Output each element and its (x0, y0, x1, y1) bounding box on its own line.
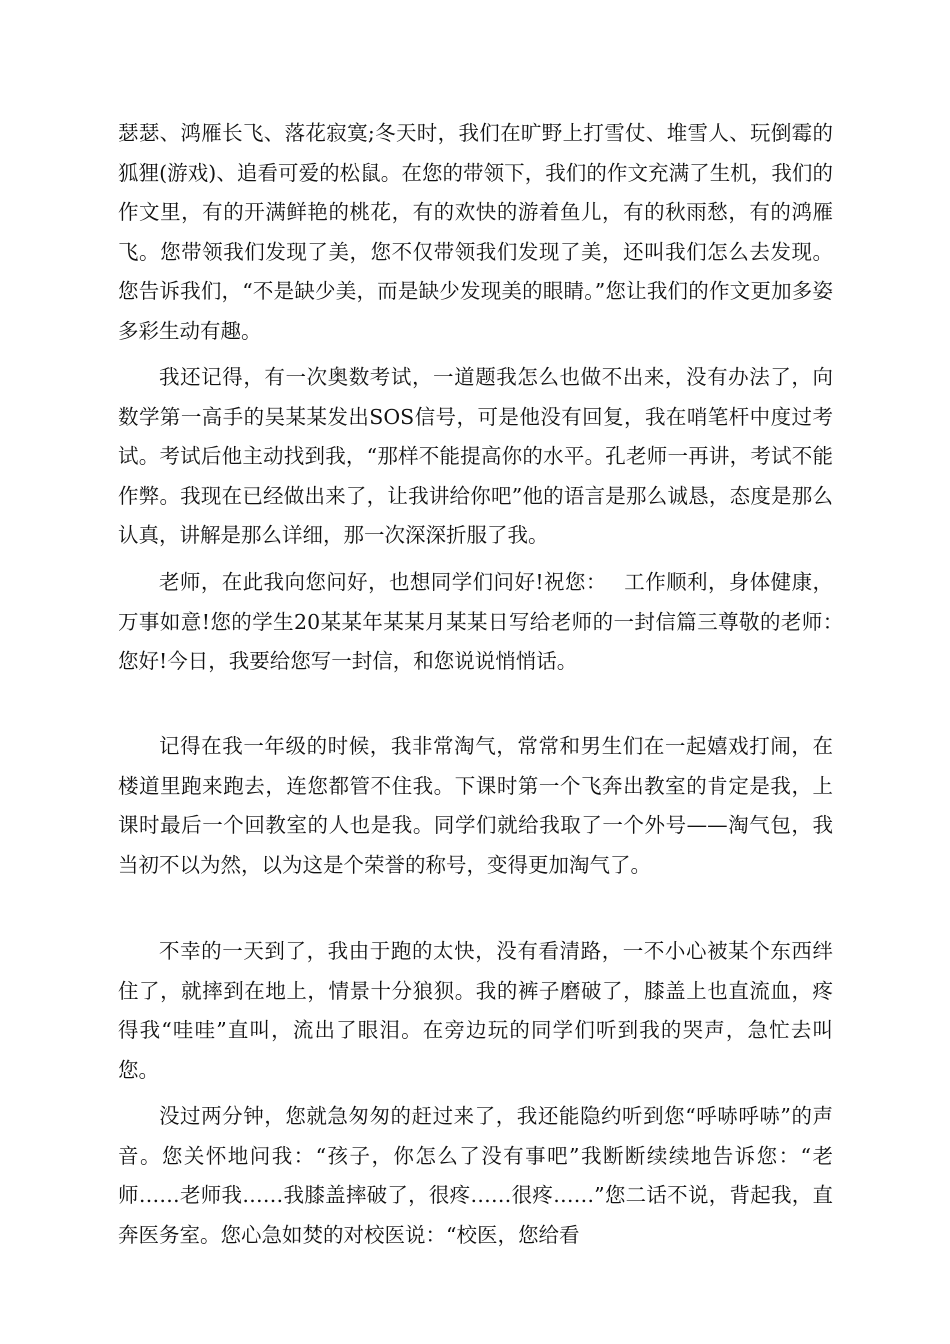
document-paragraph-6 (118, 1097, 833, 1255)
paragraph-text: 不幸的一天到了，我由于跑的太快，没有看清路，一不小心被某个东西绊住了，就摔到在地上，情景十分狼狈。我的裤子磨破了，膝盖上也直流血，疼得我“哇哇”直叫，流出了眼泪。在旁边玩的同学们听到我的哭声，急忙去叫您。 (118, 939, 833, 1082)
paragraph-text: 瑟瑟、鸿雁长飞、落花寂寞;冬天时，我们在旷野上打雪仗、堆雪人、玩倒霉的狐狸(游戏)、追看可爱的松鼠。在您的带领下，我们的作文充满了生机，我们的作文里，有的开满鲜艳的桃花，有的欢快的游着鱼儿，有的秋雨愁，有的鸿雁飞。您带领我们发现了美，您不仅带领我们发现了美，还叫我们怎么去发现。您告诉我们，“不是缺少美，而是缺少发现美的眼睛。”您让我们的作文更加多姿多彩生动有趣。 (118, 121, 833, 343)
paragraph-text: 我还记得，有一次奥数考试，一道题我怎么也做不出来，没有办法了，向数学第一高手的吴某某发出SOS信号，可是他没有回复，我在哨笔杆中度过考试。考试后他主动找到我，“那样不能提高你的水平。孔老师一再讲，考试不能作弊。我现在已经做出来了，让我讲给你吧”他的语言是那么诚恳，态度是那么认真，讲解是那么详细，那一次深深折服了我。 (118, 365, 833, 547)
document-paragraph-1 (118, 114, 833, 351)
paragraph-text: 没过两分钟，您就急匆匆的赶过来了，我还能隐约听到您“呼哧呼哧”的声音。您关怀地问我：“孩子，你怎么了没有事吧”我断断续续地告诉您：“老师……老师我……我膝盖摔破了，很疼……很疼……”您二话不说，背起我，直奔医务室。您心急如焚的对校医说：“校医，您给看 (118, 1104, 833, 1247)
document-paragraph-3 (118, 563, 861, 682)
document-paragraph-2 (118, 358, 833, 556)
document-paragraph-5 (118, 932, 833, 1090)
document-paragraph-4 (118, 727, 833, 885)
paragraph-text: 老师，在此我向您问好，也想同学们问好!祝您： 工作顺利，身体健康，万事如意!您的学生20某某年某某月某某日写给老师的一封信篇三尊敬的老师： 您好!今日，我要给您写一封信，和您说说悄悄话。 (118, 570, 861, 673)
paragraph-text: 记得在我一年级的时候，我非常淘气，常常和男生们在一起嬉戏打闹，在楼道里跑来跑去，连您都管不住我。下课时第一个飞奔出教室的肯定是我，上课时最后一个回教室的人也是我。同学们就给我取了一个外号——淘气包，我当初不以为然，以为这是个荣誉的称号，变得更加淘气了。 (118, 734, 833, 877)
